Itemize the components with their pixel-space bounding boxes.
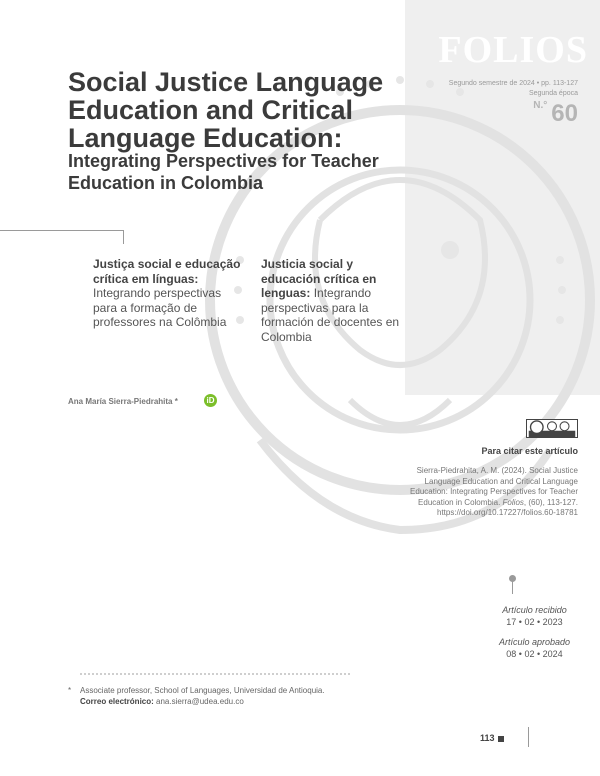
es-subtitle: Integrando perspectivas para la formación de docentes en Colombia <box>261 286 400 344</box>
issue-pages: Segundo semestre de 2024 • pp. 113-127 <box>448 80 578 87</box>
title-portuguese <box>93 257 241 330</box>
page-square-icon <box>498 736 504 742</box>
article-title: Social Justice Language Education and Critical Language Education: <box>68 67 384 153</box>
issue-number-label: N.° <box>533 100 548 111</box>
citation-heading: Para citar este artículo <box>481 446 578 456</box>
approved-date: 08 • 02 • 2024 <box>506 649 563 659</box>
issue-meta <box>449 79 578 99</box>
footnote-affiliation: Associate professor, School of Languages, Universidad de Antioquia. <box>80 686 325 695</box>
author-line <box>68 397 178 406</box>
issue-number <box>533 100 578 128</box>
citation-text <box>388 466 578 519</box>
author-name: Ana María Sierra-Piedrahita <box>68 397 173 406</box>
received-label: Artículo recibido <box>502 605 567 615</box>
issue-era: Segunda época <box>528 90 578 97</box>
pt-subtitle: Integrando perspectivas para a formação de professores na Colômbia <box>93 286 227 329</box>
orcid-icon[interactable]: iD <box>204 394 217 407</box>
article-dates <box>499 604 570 660</box>
citation-doi[interactable]: , (60), 113-127. https://doi.org/10.17227/folios.60-18781 <box>437 497 578 517</box>
page-divider <box>528 727 529 747</box>
connector-line <box>0 230 124 231</box>
footnote <box>68 685 325 707</box>
footnote-divider <box>80 673 350 675</box>
title-spanish <box>261 257 409 344</box>
footnote-email-label: Correo electrónico: <box>80 697 154 706</box>
journal-name: FOLIOS <box>438 29 588 71</box>
article-subtitle: Integrating Perspectives for Teacher Education in Colombia <box>68 151 379 193</box>
received-date: 17 • 02 • 2023 <box>506 617 563 627</box>
footnote-mark: * <box>68 686 72 695</box>
dates-line <box>512 578 513 594</box>
cc-license-icon[interactable] <box>526 419 578 438</box>
citation-main: Sierra-Piedrahita, A. M. (2024). Social Justice Language Education and Critical Language Education: Integrating Perspectives for Teacher Education in Colombia. <box>410 466 578 507</box>
approved-label: Artículo aprobado <box>498 637 570 647</box>
issue-number-value: 60 <box>551 100 578 127</box>
pt-title: Justiça social e educação crítica em línguas: <box>93 257 241 286</box>
citation-journal: Folios <box>502 497 524 507</box>
page-number-value: 113 <box>480 733 495 743</box>
es-title: Justicia social y educación crítica en lenguas: <box>261 257 377 300</box>
author-footnote-mark: * <box>174 397 178 406</box>
connector-tick <box>123 230 124 244</box>
footnote-email[interactable]: ana.sierra@udea.edu.co <box>156 697 244 706</box>
page-number <box>480 733 504 743</box>
